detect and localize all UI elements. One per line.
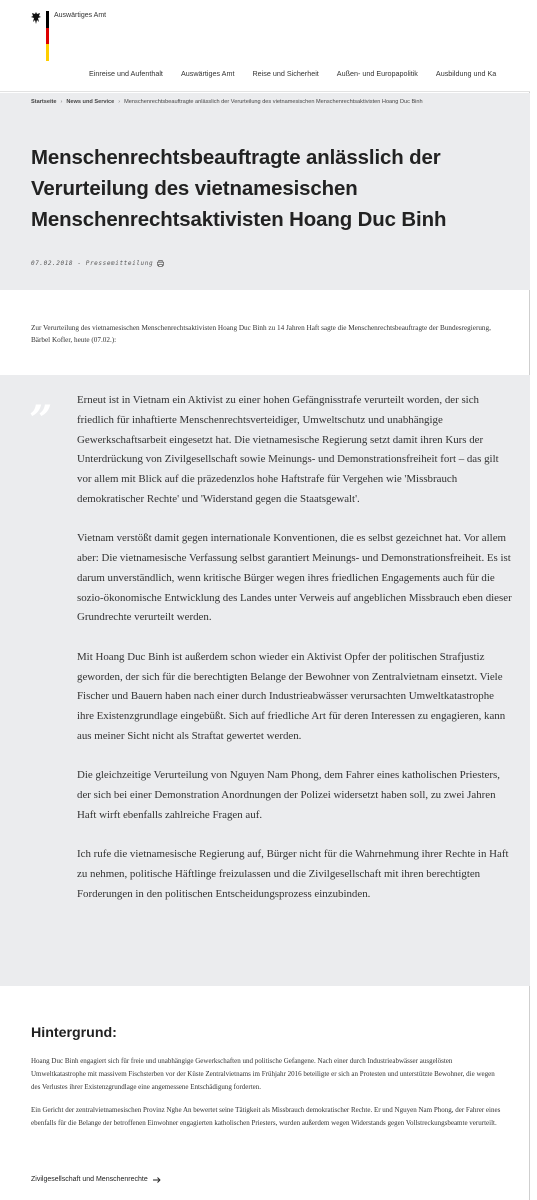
title-line: Menschenrechtsaktivisten Hoang Duc Binh [31,209,447,231]
quote-paragraph: Mit Hoang Duc Binh ist außerdem schon wieder ein Aktivist Opfer der politischen Strafjustiz geworden, der sich für die berechtigten Belange der Bewohner von Zentralvietnam einsetzt. Viele Fischer und Bauern haben nach einer durch Industrieabwässer verursachten Umweltkatastrophe ihre Existenzgrundlage eingebüßt. Sich auf friedliche Art für deren Interessen zu engagieren, kann aus meiner Sicht nicht als Straftat gewertet werden. [77,650,506,742]
site-logo[interactable] [30,11,106,61]
background-paragraph: Hoang Duc Binh engagiert sich für freie und unabhängige Gewerkschaften und politische Gefangene. Nach einer durch Industrieabwässer ausgelösten Umweltkatastrophe mit massivem Fischsterben vor der Küste Zentralvietnams im Frühjahr 2016 beteiligte er sich an Protesten und unterstützte Bewohner, die wegen des Verlustes ihrer Existenzgrundlage eine angemessene Entschädigung forderten. [31,1057,495,1092]
title-line: Verurteilung des vietnamesischen [31,178,358,200]
flag-stripe-gold [46,44,49,61]
nav-item-ausbildung[interactable]: Ausbildung und Ka [435,69,497,78]
quote-paragraph: Ich rufe die vietnamesische Regierung auf, Bürger nicht für die Wahrnehmung ihrer Rechte in Haft zu nehmen, politische Häftlinge freizulassen und die Zivilgesellschaft mit ihren berechtigten Forderungen in den politischen Entscheidungsprozess einzubinden. [77,848,509,900]
breadcrumb-separator-icon: › [60,99,63,105]
topic-link[interactable] [31,1176,161,1183]
background-paragraph: Ein Gericht der zentralvietnamesischen Provinz Nghe An bewertet seine Tätigkeit als Missbrauch demokratischer Rechte. Er und Nguyen Nam Phong, der Fahrer eines ebenfalls für die Belange der betroffenen Einwohner engagierten katholischen Priesters, wurden außerdem wegen Widerstands gegen Vollstreckungsbeamte verurteilt. [31,1105,501,1127]
flag-stripe-black [46,11,49,28]
quote-paragraph: Die gleichzeitige Verurteilung von Nguyen Nam Phong, dem Fahrer eines katholischen Priesters, der sich bei einer Demonstration Anordnungen der Polizei widersetzt haben soll, zu zwei Jahren Haft wirft ebenfalls zahlreiche Fragen auf. [77,769,500,821]
quote-paragraph: Vietnam verstößt damit gegen internationale Konventionen, die es selbst gezeichnet hat. Vor allem aber: Die vietnamesische Verfassung selbst garantiert Meinungs- und Demonstrationsfreiheit. Es ist darum unverständlich, wenn kritische Bürger wegen ihres friedlichen Engagements auch für die sozio-ökonomische Entwicklung des Landes unter Verweis auf angeblichen Missbrauch eben dieser Grundrechte verurteilt werden. [77,532,512,624]
breadcrumb [31,99,423,105]
breadcrumb-news[interactable]: News und Service [66,99,115,105]
nav-item-einreise[interactable]: Einreise und Aufenthalt [89,69,163,78]
title-line: Menschenrechtsbeauftragte anlässlich der [31,147,441,169]
main-navigation [89,69,514,78]
arrow-right-icon [153,1177,161,1183]
nav-item-reise-sicherheit[interactable]: Reise und Sicherheit [252,69,319,78]
breadcrumb-separator-icon: › [118,99,121,105]
site-header [0,0,530,92]
nav-item-aussenpolitik[interactable]: Außen- und Europapolitik [336,69,418,78]
page-title [31,143,501,236]
background-text [31,1055,501,1139]
logo-text: Auswärtiges Amt [54,12,107,19]
background-heading: Hintergrund: [31,1025,117,1041]
print-icon[interactable] [157,260,164,267]
breadcrumb-home[interactable]: Startseite [31,99,57,105]
quote-text [77,391,513,924]
quote-paragraph: Erneut ist in Vietnam ein Aktivist zu einer hohen Gefängnisstrafe verurteilt worden, der sich friedlich für inhaftierte Menschenrechtsverteidiger, Umweltschutz und unabhängige Gewerkschaftsarbeit eingesetzt hat. Die vietnamesische Regierung setzt damit ihren Kurs der Unterdrückung von Zivilgesellschaft sowie Meinungs- und Demonstrationsfreiheit fort – das gilt vor allem mit Blick auf die präzedenzlos hohe Haftstrafe für Vergehen wie 'Missbrauch demokratischer Rechte' und 'Widerstand gegen die Staatsgewalt'. [77,394,499,505]
article-date-type: 07.02.2018 - Pressemitteilung [31,260,154,267]
german-flag-stripe [46,11,49,61]
federal-eagle-icon [30,11,42,25]
quote-mark-icon: „ [30,374,54,421]
nav-item-auswaertiges-amt[interactable]: Auswärtiges Amt [180,69,235,78]
article-meta [31,260,164,267]
topic-link-label: Zivilgesellschaft und Menschenrechte [31,1176,148,1183]
breadcrumb-current: Menschenrechtsbeauftragte anlässlich der Verurteilung des vietnamesischen Menschenrechtsaktivisten Hoang Duc Binh [124,99,423,105]
article-intro: Zur Verurteilung des vietnamesischen Menschenrechtsaktivisten Hoang Duc Binh zu 14 Jahren Haft sagte die Menschenrechtsbeauftragte der Bundesregierung, Bärbel Kofler, heute (07.02.): [31,324,491,344]
flag-stripe-red [46,28,49,45]
